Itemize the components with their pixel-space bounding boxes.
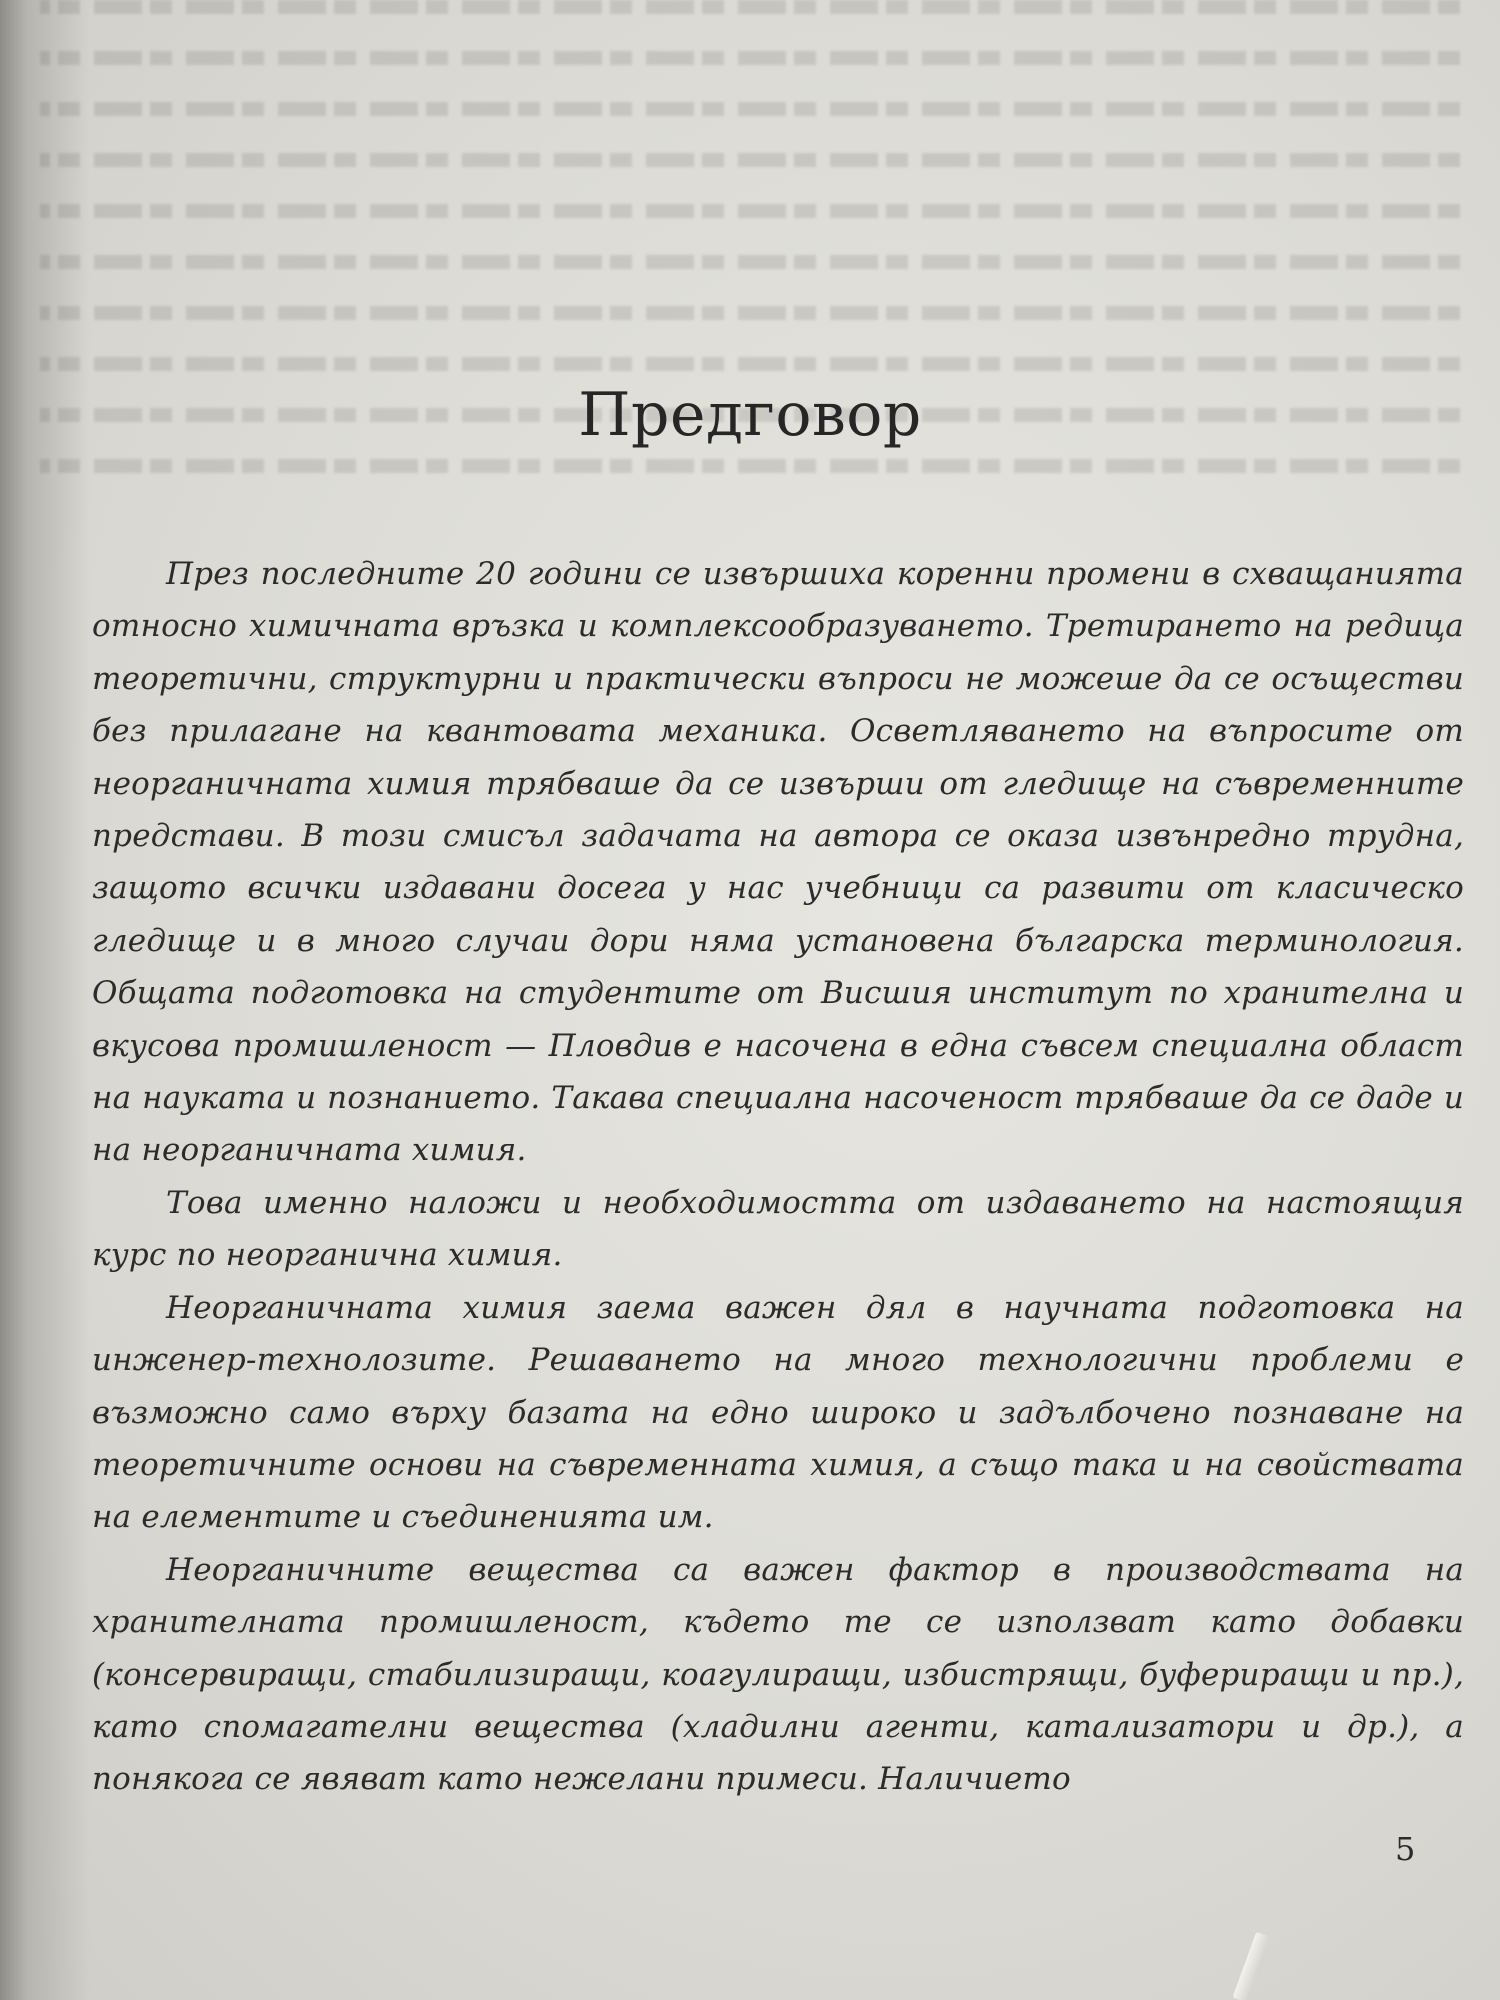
bookmark-ribbon: [1232, 1932, 1269, 2000]
page-title: Предговор: [578, 380, 922, 450]
paragraph-2: Това именно наложи и необходимостта от издаването на настоящия курс по неорганична химия.: [92, 1184, 1464, 1274]
paragraph-1: През последните 20 години се извършиха коренни промени в схващанията относно химичната връзка и комплексообразуването. Третирането на редица теоретични, структурни и практически въпроси не можеше да се осъществи без прилагане на квантовата механика. Осветляването на въпросите от неорганичната химия трябваше да се извърши от гледище на съвременните представи. В този смисъл задачата на автора се оказа извънредно трудна, защото всички издавани досега у нас учебници са развити от класическо гледище и в много случаи дори няма установена българска терминология. Общата подготовка на студентите от Висшия институт по хранителна и вкусова промишленост — Пловдив е насочена в една съвсем специална област на науката и познанието. Такава специална насоченост трябваше да се даде и на неорганичната химия.: [92, 556, 1464, 1169]
page-number: 5: [1395, 1830, 1416, 1868]
paragraph-3: Неорганичната химия заема важен дял в научната подготовка на инженер-технолозите. Решаването на много технологични проблеми е възможно само върху базата на едно широко и задълбочено познаване на теоретичните основи на съвременната химия, а също така и на свойствата на елементите и съединенията им.: [92, 1289, 1464, 1536]
body-text: [92, 548, 1464, 1806]
paragraph-4: Неорганичните вещества са важен фактор в производствата на хранителната промишленост, където те се използват като добавки (консервиращи, стабилизиращи, коагулиращи, избистрящи, буфериращи и пр.), като спомагателни вещества (хладилни агенти, катализатори и др.), а понякога се явяват като нежелани примеси. Наличието: [92, 1551, 1464, 1798]
